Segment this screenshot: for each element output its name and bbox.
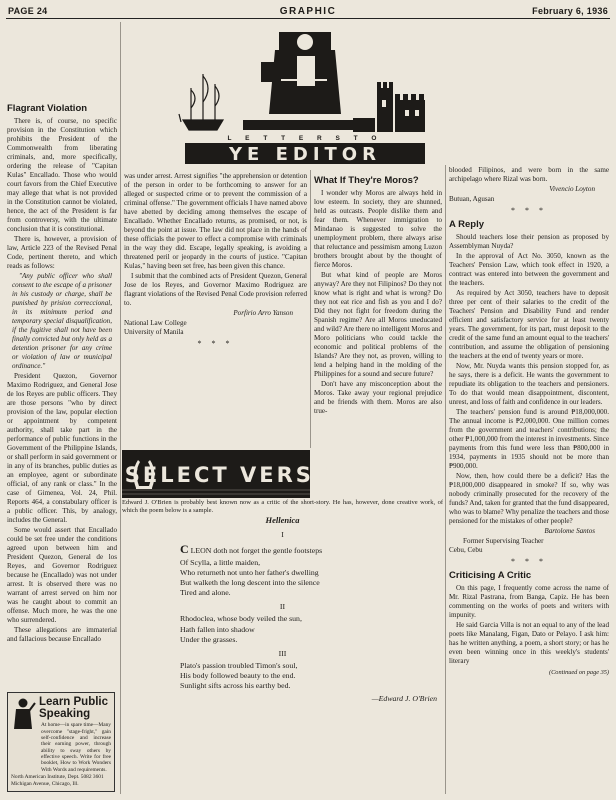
poem-line: But walketh the long descent into the silence bbox=[180, 578, 320, 588]
signature-line: National Law College bbox=[124, 319, 187, 327]
poem-dropcap: C bbox=[180, 542, 189, 557]
ad-address: North American Institute, Dept. 5082 3601 Michigan Avenue, Chicago, Ill. bbox=[11, 774, 104, 787]
magazine-name: GRAPHIC bbox=[279, 6, 337, 17]
ad-body: At home—in spare time—Many overcome "stage-fright," gain self-confidence and increase their earning power, through ability to sway others by effective speech. Write for free booklet, How to Work Wonders With Words and requirements. bbox=[41, 722, 111, 773]
paragraph: Now, Mr. Nuyda wants this pension stopped for, as he says, there is a deficit. He wants the government to repudiate its obligation to the teachers and pensioners. To do that would mean disappointment, discontent, unrest, and loss of faith and confidence in our leaders. bbox=[449, 362, 609, 407]
poem-line: Sunlight sifts across his earthy bed. bbox=[180, 681, 291, 691]
poem-line: Plato's passion troubled Timon's soul, bbox=[180, 660, 298, 670]
column-4 bbox=[449, 166, 609, 677]
column-divider-2 bbox=[310, 170, 311, 448]
signature: Bartolome Santos bbox=[544, 527, 595, 536]
signature-line: Cebu, Cebu bbox=[449, 546, 483, 555]
letters-masthead bbox=[177, 22, 433, 164]
paragraph: As required by Act 3050, teachers have to deposit three per cent of their salaries to the credit of the Teachers' Pension and Disability Fund and render efficient and satisfactory service for at least twenty years. The government, for its part, must deposit to the credit of the same fund an amount equal to the teachers' contribution, and assume the obligation of pensioning the teachers at the end of twenty years or more. bbox=[449, 289, 609, 361]
paragraph: I submit that the combined acts of President Quezon, General Jose de los Reyes, and Governor Maximo Rodriguez are flagrant violations of the Revised Penal Code provision referred to. bbox=[124, 272, 307, 307]
paragraph: In the approval of Act No. 3050, known as the Teachers' Pension Law, which took effect in 1920, a contract was entered into between the government and the teachers. bbox=[449, 252, 609, 288]
ad-title-line-1: Learn Public bbox=[39, 696, 109, 708]
paragraph: Some would assert that Encallado could be set free under the conditions agreed upon between him and President Quezon, General de los Reyes, and Governor Rodriguez because he (Encallado) was not under arrest. It is observed there was no warrant of arrest served on him nor was he caught about to commit an offense. Much more, he was the one who surrendered. bbox=[7, 526, 117, 625]
select-verse-illustration bbox=[122, 450, 332, 498]
heading-flagrant-violation: Flagrant Violation bbox=[7, 103, 88, 114]
poem-author: —Edward J. O'Brien bbox=[371, 694, 437, 704]
signature: Porfirio Arro Yanson bbox=[233, 309, 293, 317]
signature-line: University of Manila bbox=[124, 328, 184, 336]
masthead-title: YE EDITOR bbox=[229, 144, 381, 165]
paragraph: was under arrest. Arrest signifies "the apprehension or detention of the person in order to be forthcoming to answer for an alleged or suspected crime or to prevent the commission of a criminal offense." The government officials I have named above have abetted by deciding among themselves the escape of Encallado. Whether Encallado returns, as promised, or not, is beyond the point at issue. The law did not place in the hands of these officials the power to effect a compromise with criminals in the way they did. Escape, legally speaking, is avoiding a threatened peril or jeopardy in the courts of justice. "Capitan Kulas," having been set free, has been given this chance. bbox=[124, 172, 307, 270]
poem-line: C LEON doth not forget the gentle footsteps bbox=[180, 542, 323, 557]
separator-stars: * * * bbox=[511, 206, 547, 215]
paragraph: There is, however, a provision of law, Article 223 of the Revised Penal Code, pertinent thereto, and which reads as follows: bbox=[7, 235, 117, 271]
paragraph: There is, of course, no specific provision in the Constitution which prohibits the President of the Commonwealth from liberating criminals, and, more specifically, ordering the release of "Capitan Kulas" Encallado. Those who would court favors from the Chief Executive may allege that what is not provided in the Constitution cannot be violated, hence, the act of the President is far from controversy, with the ultimate conclusion that it is constitutional. bbox=[7, 117, 117, 234]
separator-stars: * * * bbox=[197, 339, 234, 348]
writer-at-desk-icon bbox=[243, 32, 367, 130]
column-divider-3 bbox=[445, 165, 446, 794]
header-rule bbox=[6, 18, 610, 19]
heading-criticising-a-critic: Criticising A Critic bbox=[449, 570, 532, 582]
paragraph: blooded Filipinos, and were born in the same archipelago where Rizal was born. bbox=[449, 166, 609, 183]
ship-icon bbox=[179, 74, 223, 130]
poem-part-number: III bbox=[278, 648, 287, 658]
ad-title-line-2: Speaking bbox=[39, 708, 91, 721]
paragraph: I wonder why Moros are always held in low esteem. In society, they are shunned, held as outcasts. People dislike them and fear them. Whenever immigration to Mindanao is suggested to solve the unemployment problem, there always arise that reluctance and pessimism among Luzon brothers brought about by the thought of fierce Moros. bbox=[314, 189, 442, 270]
masthead-illustration bbox=[177, 22, 433, 164]
poem-part-number: I bbox=[281, 530, 284, 540]
column-divider-1 bbox=[120, 22, 121, 794]
continued-note: (Continued on page 35) bbox=[549, 669, 609, 677]
issue-date: February 6, 1936 bbox=[532, 6, 608, 16]
poem-part-number: II bbox=[279, 602, 286, 612]
legal-quote: "Any public officer who shall consent to the escape of a prisoner in his custody or charge, shall be punished by prision correccional, in its minimum period and temporary special disqualification, if the fugitive shall not have been finally convicted but only held as a detention prisoner for any crime or violation of law or municipal ordinance." bbox=[12, 272, 112, 371]
paragraph: Should teachers lose their pension as proposed by Assemblyman Nuyda? bbox=[449, 233, 609, 251]
poem-hellenica bbox=[122, 515, 443, 704]
page-number: PAGE 24 bbox=[8, 6, 48, 16]
paragraph: The teachers' pension fund is around ₱18,000,000. The annual income is ₱2,000,000. One million comes from the government and teachers' contributions; the other ₱1,000,000 from the interest in investments. Since payments from this fund were less than ₱800,000 in 1934, payments in 1935 should not be more than ₱900,000. bbox=[449, 408, 609, 471]
select-verse-banner bbox=[122, 450, 332, 498]
paragraph: Don't have any misconception about the Moros. Take away your regional prejudice and be friends with them. Moros are also true- bbox=[314, 380, 442, 416]
column-2 bbox=[124, 172, 307, 351]
poem-line: Tired and alone. bbox=[180, 588, 231, 598]
column-1 bbox=[7, 100, 117, 645]
select-verse-title: SELECT VERSE bbox=[124, 463, 332, 487]
public-speaking-ad bbox=[7, 692, 115, 792]
poem-line: Of Scylla, a little maiden, bbox=[180, 557, 261, 567]
paragraph: On this page, I frequently come across the name of Mr. Rizal Pastrana, from Banga, Capiz. He has been commenting on the works of poets and writers with impunity. bbox=[449, 584, 609, 620]
poem-line: Under the grasses. bbox=[180, 634, 238, 644]
masthead-small-letters: L E T T E R S T O bbox=[227, 135, 383, 142]
separator-stars: * * * bbox=[511, 557, 547, 567]
poem-line: Who returneth not unto her father's dwelling bbox=[180, 567, 319, 577]
column-3 bbox=[314, 172, 442, 417]
signature: Vivencio Loyton bbox=[549, 185, 595, 193]
poem-line: Hath fallen into shadow bbox=[180, 624, 255, 634]
paragraph: Now, then, how could there be a deficit? Has the ₱18,000,000 disappeared in smoke? If so, why was nobody criminally prosecuted for the recovery of the funds? And, taken for granted that the fund disappeared, who was to blame? Why penalize the teachers and those pensioned for the mistakes of other people? bbox=[449, 472, 609, 526]
paragraph: He said Garcia Villa is not an equal to any of the lead poets like Manalang, Figan, Dato or Pelayo. I ask him: has he written anything, a poem, a short story; or has he even been winning once in this weekly's students' literary bbox=[449, 621, 609, 666]
poem-line: Rhodoclea, whose body veiled the sun, bbox=[180, 614, 302, 624]
poem-introduction: Edward J. O'Brien is probably best known now as a critic of the short-story. He has, however, done creative work, of which the poem below is a sample. bbox=[122, 499, 443, 514]
poem-line: His body followed beauty to the end. bbox=[180, 671, 296, 681]
paragraph: But what kind of people are Moros anyway? Are they not Filipinos? Do they not know what is right and what is wrong? Do they not eat rice and fish as you and I do? Did they not fight for freedom during the Spanish regime? Are all Moros uneducated and wild? Are there no intelligent Moros and Moro politicians who could tackle the economic and political problems of the Islands? Are they not, as proven, willing to lend a helping hand in the molding of the Philippines for a sound and secure future? bbox=[314, 271, 442, 379]
paragraph: President Quezon, Governor Maximo Rodriguez, and General Jose de los Reyes are public officers. They are those persons "who by direct provision of the law, popular election or appointment by competent authority, shall take part in the performance of public functions in the Government of the Philippine Islands, or shall perform in said government or in any of its branches, public duties as an employee, agent or subordinate official, of any rank or class." In the case of Gimenea, Vol. 24, Phil. Reports 464, a constabulary officer is a public officer. This, by analogy, includes the General. bbox=[7, 372, 117, 525]
heading-what-if-moros: What If They're Moros? bbox=[314, 175, 419, 186]
speaker-figure-icon bbox=[11, 697, 36, 732]
heading-a-reply: A Reply bbox=[449, 219, 485, 231]
signature-line: Butuan, Agusan bbox=[449, 195, 495, 203]
paragraph: These allegations are immaterial and fallacious because Encallado bbox=[7, 626, 117, 644]
poem-title: Hellenica bbox=[265, 515, 300, 525]
signature-line: Former Supervising Teacher bbox=[463, 537, 544, 546]
